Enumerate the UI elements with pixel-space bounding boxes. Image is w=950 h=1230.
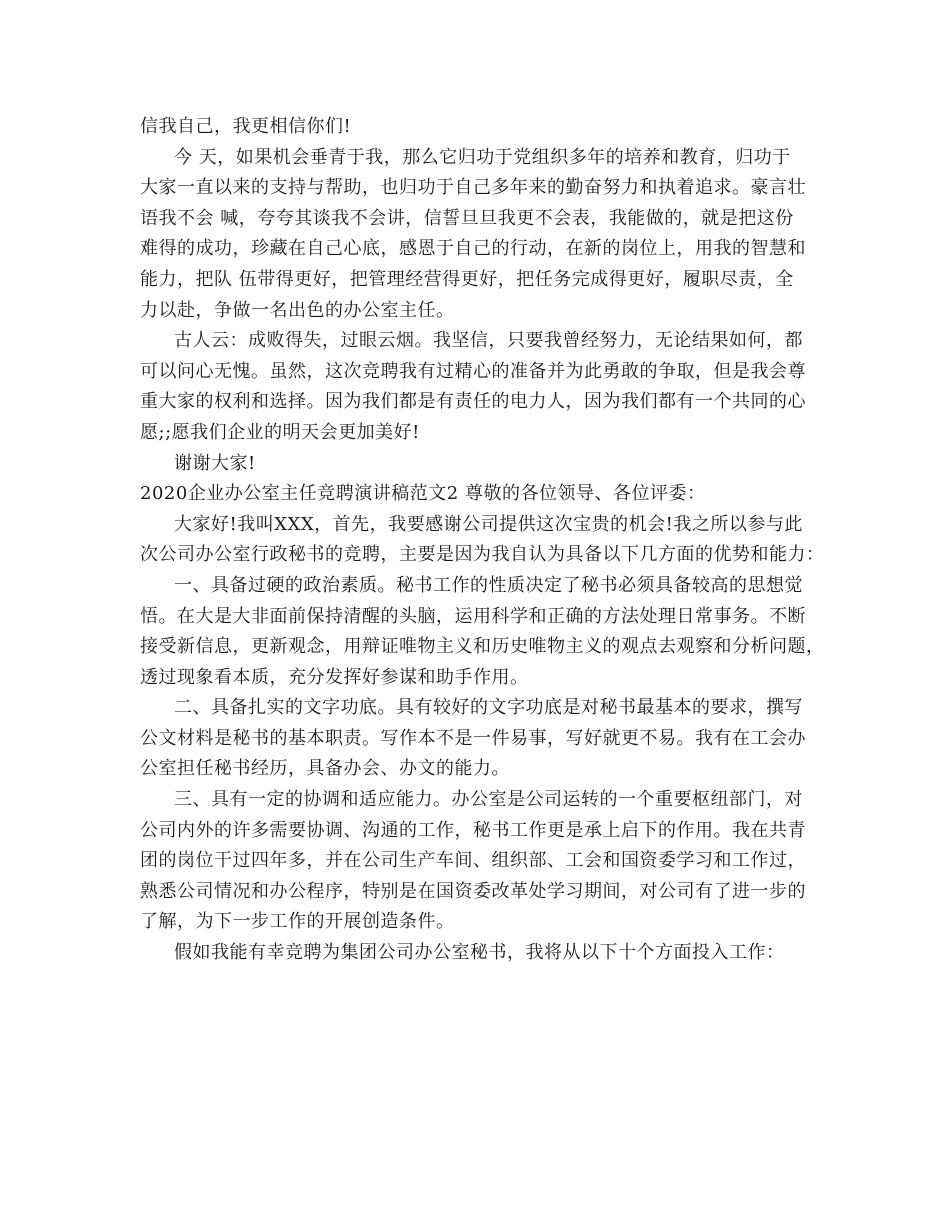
text-line: 公文材料是秘书的基本职责。写作本不是一件易事，写好就更不易。我有在工会办 bbox=[140, 727, 806, 749]
text-line: 公司内外的许多需要协调、沟通的工作，秘书工作更是承上启下的作用。我在共青 bbox=[140, 819, 806, 841]
text-line: 二、具备扎实的文字功底。具有较好的文字功底是对秘书最基本的要求，撰写 bbox=[174, 697, 803, 719]
text-line: 信我自己，我更相信你们! bbox=[140, 116, 352, 137]
text-line: 悟。在大是大非面前保持清醒的头脑，运用科学和正确的方法处理日常事务。不断 bbox=[140, 605, 806, 627]
text-line: 2020企业办公室主任竞聘演讲稿范文2 尊敬的各位领导、各位评委： bbox=[140, 483, 706, 505]
text-line: 力以赴，争做一名出色的办公室主任。 bbox=[140, 299, 455, 321]
text-line: 了解，为下一步工作的开展创造条件。 bbox=[140, 911, 455, 933]
text-line: 三、具有一定的协调和适应能力。办公室是公司运转的一个重要枢纽部门，对 bbox=[174, 789, 803, 811]
text-line: 接受新信息，更新观念，用辩证唯物主义和历史唯物主义的观点去观察和分析问题， bbox=[140, 636, 825, 658]
text-line: 古人云：成败得失，过眼云烟。我坚信，只要我曾经努力，无论结果如何，都 bbox=[174, 330, 803, 352]
text-line: 今 天，如果机会垂青于我，那么它归功于党组织多年的培养和教育，归功于 bbox=[174, 146, 791, 168]
text-line: 语我不会 喊，夸夸其谈我不会讲，信誓旦旦我更不会表，我能做的，就是把这份 bbox=[140, 207, 794, 229]
text-line: 透过现象看本质，充分发挥好参谋和助手作用。 bbox=[140, 666, 529, 688]
text-line: 谢谢大家! bbox=[174, 452, 256, 474]
text-line: 重大家的权利和选择。因为我们都是有责任的电力人，因为我们都有一个共同的心 bbox=[140, 391, 806, 413]
text-line: 假如我能有幸竞聘为集团公司办公室秘书，我将从以下十个方面投入工作： bbox=[174, 942, 785, 964]
text-line: 次公司办公室行政秘书的竞聘，主要是因为我自认为具备以下几方面的优势和能力： bbox=[140, 544, 825, 566]
text-line: 难得的成功，珍藏在自己心底，感恩于自己的行动，在新的岗位上，用我的智慧和 bbox=[140, 238, 806, 260]
text-line: 团的岗位干过四年多，并在公司生产车间、组织部、工会和国资委学习和工作过， bbox=[140, 850, 806, 872]
text-line: 熟悉公司情况和办公程序，特别是在国资委改革处学习期间，对公司有了进一步的 bbox=[140, 880, 806, 902]
text-line: 公室担任秘书经历，具备办会、办文的能力。 bbox=[140, 758, 510, 780]
document-body bbox=[140, 112, 830, 969]
text-line: 可以问心无愧。虽然，这次竞聘我有过精心的准备并为此勇敢的争取，但是我会尊 bbox=[140, 360, 806, 382]
text-line: 大家一直以来的支持与帮助，也归功于自己多年来的勤奋努力和执着追求。豪言壮 bbox=[140, 177, 806, 199]
text-line: 能力，把队 伍带得更好，把管理经营得更好，把任务完成得更好，履职尽责，全 bbox=[140, 268, 794, 290]
text-line: 大家好!我叫XXX，首先，我要感谢公司提供这次宝贵的机会!我之所以参与此 bbox=[174, 513, 803, 535]
text-line: 愿;;愿我们企业的明天会更加美好! bbox=[140, 421, 420, 443]
text-line: 一、具备过硬的政治素质。秘书工作的性质决定了秘书必须具备较高的思想觉 bbox=[174, 574, 803, 596]
